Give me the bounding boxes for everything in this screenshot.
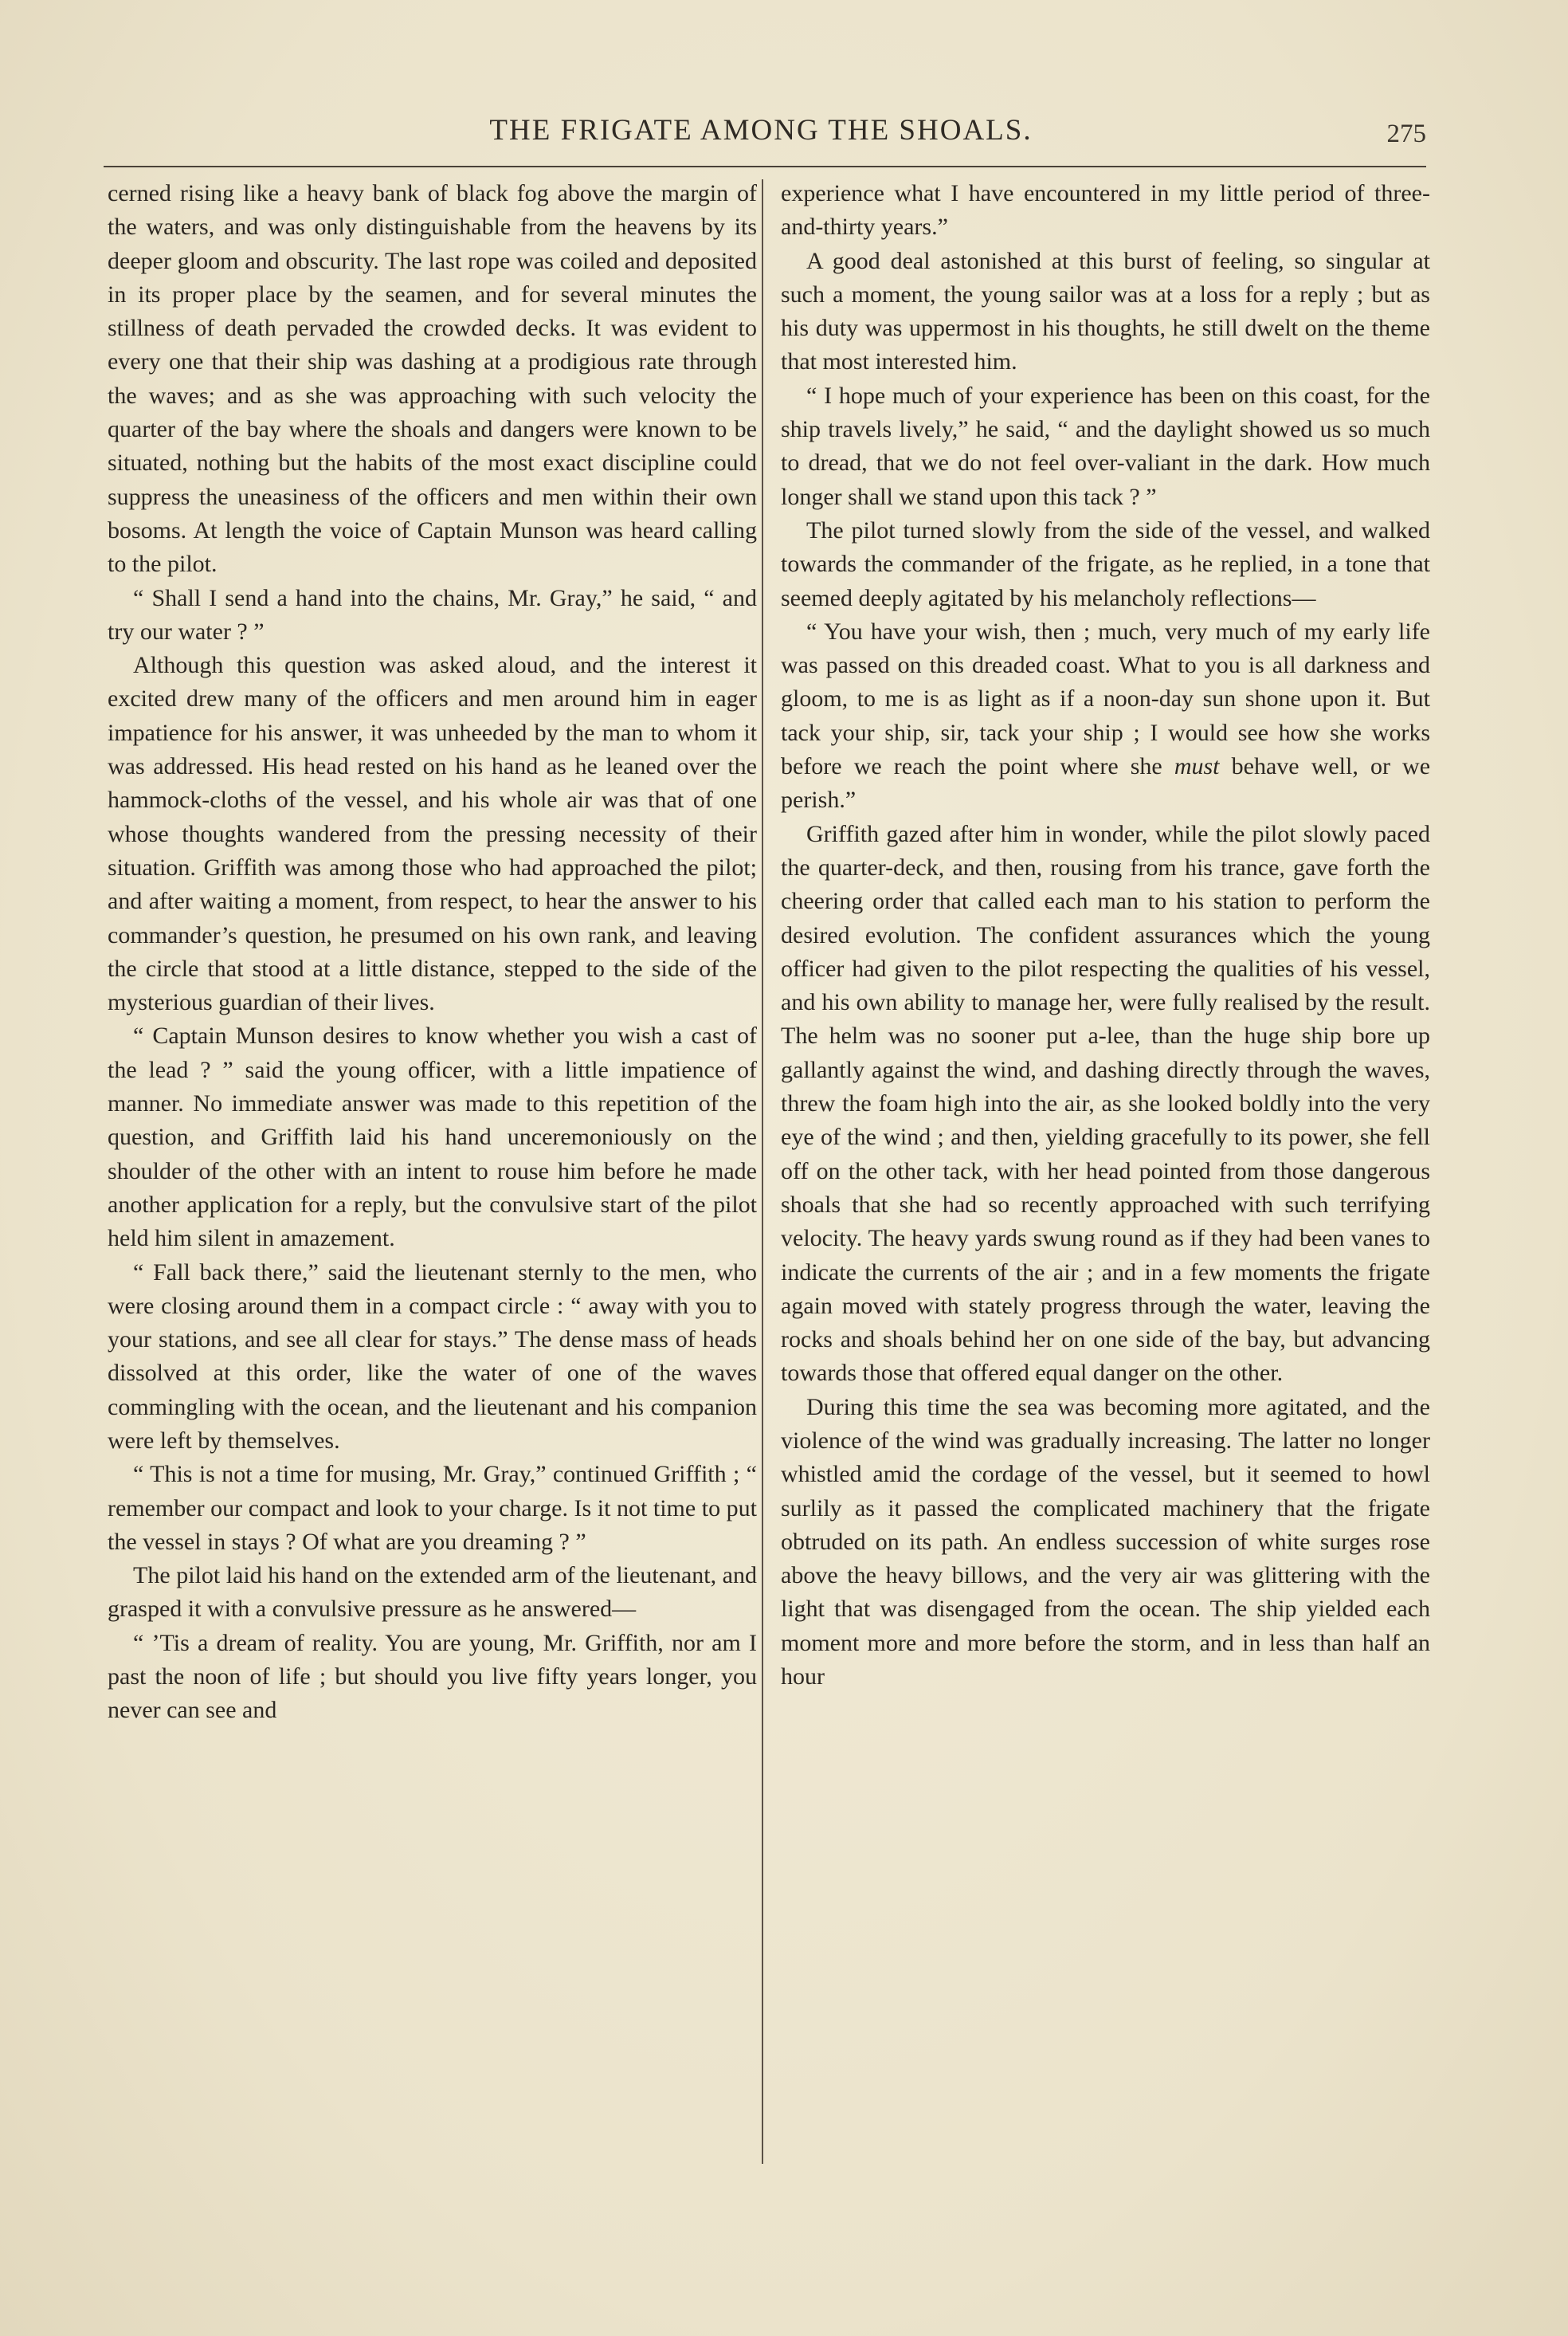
paragraph: cerned rising like a heavy bank of black fog above the margin of the waters, and was only distinguishable from the heavens by its deeper gloom and obscurity. The last rope was coiled and deposited in its proper place by the seamen, and for several minutes the stillness of death pervaded the crowded decks. It was evident to every one that their ship was dashing at a prodigious rate through the waves; and as she was approaching with such velocity the quarter of the bay where the shoals and dangers were known to be situated, nothing but the habits of the most exact discipline could suppress the uneasiness of the officers and men within their own bosoms. At length the voice of Captain Munson was heard calling to the pilot. [108, 180, 757, 578]
paragraph: Although this question was asked aloud, and the interest it excited drew many of the officers and men around him in eager impatience for his answer, it was unheeded by the man to whom it was addressed. His head rested on his hand as he leaned over the hammock-cloths of the vessel, and his whole air was that of one whose thoughts wandered from the pressing necessity of their situation. Griffith was among those who had approached the pilot; and after waiting a moment, from respect, to hear the answer to his commander’s question, he presumed on his own rank, and leaving the circle that stood at a little distance, stepped to the side of the mysterious guardian of their lives. [108, 652, 757, 1016]
paragraph: “ Captain Munson desires to know whether you wish a cast of the lead ? ” said the young officer, with a little impatience of manner. No immediate answer was made to this repetition of the question, and Griffith laid his hand unceremoniously on the shoulder of the other with an intent to rouse him before he made another application for a reply, but the convulsive start of the pilot held him silent in amazement. [108, 1023, 757, 1252]
paragraph: “ Shall I send a hand into the chains, Mr. Gray,” he said, “ and try our water ? ” [108, 584, 757, 645]
running-head [104, 113, 1426, 163]
paragraph: experience what I have encountered in my little period of three-and-thirty years.” [781, 180, 1430, 241]
page-number: 275 [1386, 120, 1426, 148]
column-divider [762, 179, 763, 2164]
paragraph: A good deal astonished at this burst of feeling, so singular at such a moment, the young sailor was at a loss for a reply ; but as his duty was uppermost in his thoughts, he still dwelt on the theme that most interested him. [781, 247, 1430, 375]
running-title: THE FRIGATE AMONG THE SHOALS. [489, 114, 1033, 147]
text-run: “ You have your wish, then ; much, very much of my early life was passed on this dreaded coast. What to you is all darkness and gloom, to me is as light as if a noon-day sun shone upon it. But tack your ship, sir, tack your ship ; I would see how she works before we reach the point where she [781, 618, 1430, 780]
text-run: behave well, or we perish.” [781, 753, 1431, 814]
emphasis: must [1174, 753, 1220, 780]
paragraph: “ This is not a time for musing, Mr. Gray,” continued Griffith ; “ remember our compact and look to your charge. Is it not time to put the vessel in stays ? Of what are you dreaming ? ” [108, 1461, 757, 1555]
header-rule [104, 166, 1426, 167]
paragraph: Griffith gazed after him in wonder, while the pilot slowly paced the quarter-deck, and then, rousing from his trance, gave forth the cheering order that called each man to his station to perform the desired evolution. The confident assurances which the young officer had given to the pilot respecting the qualities of his vessel, and his own ability to manage her, were fully realised by the result. The helm was no sooner put a-lee, than the huge ship bore up gallantly against the wind, and dashing directly through the waves, threw the foam high into the air, as she looked boldly into the very eye of the wind ; and then, yielding gracefully to its power, she fell off on the other tack, with her head pointed from those dangerous shoals that she had so recently approached with such terrifying velocity. The heavy yards swung round as if they had been vanes to indicate the currents of the air ; and in a few moments the frigate again moved with stately progress through the water, leaving the rocks and shoals behind her on one side of the bay, but advancing towards those that offered equal danger on the other. [781, 820, 1430, 1387]
paragraph: “ ’Tis a dream of reality. You are young, Mr. Griffith, nor am I past the noon of life ; but should you live fifty years longer, you never can see and [108, 1629, 757, 1724]
paragraph: During this time the sea was becoming more agitated, and the violence of the wind was gradually increasing. The latter no longer whistled amid the cordage of the vessel, but it seemed to howl surlily as it passed the complicated machinery that the frigate obtruded on its path. An endless succession of white surges rose above the heavy billows, and the very air was glittering with the light that was disengaged from the ocean. The ship yielded each moment more and more before the storm, and in less than half an hour [781, 1393, 1430, 1690]
paragraph: The pilot turned slowly from the side of the vessel, and walked towards the commander of the frigate, as he replied, in a tone that seemed deeply agitated by his melancholy reflections— [781, 516, 1430, 611]
paragraph: The pilot laid his hand on the extended arm of the lieutenant, and grasped it with a convulsive pressure as he answered— [108, 1562, 757, 1623]
paragraph-with-emphasis [781, 615, 1430, 818]
right-column [781, 177, 1430, 1694]
left-column [108, 177, 757, 1728]
paragraph: “ Fall back there,” said the lieutenant sternly to the men, who were closing around them in a compact circle : “ away with you to your stations, and see all clear for stays.” The dense mass of heads dissolved at this order, like the water of one of the waves commingling with the ocean, and the lieutenant and his companion were left by themselves. [108, 1258, 757, 1454]
paragraph: “ I hope much of your experience has been on this coast, for the ship travels lively,” he said, “ and the daylight showed us so much to dread, that we do not feel over-valiant in the dark. How much longer shall we stand upon this tack ? ” [781, 382, 1430, 510]
